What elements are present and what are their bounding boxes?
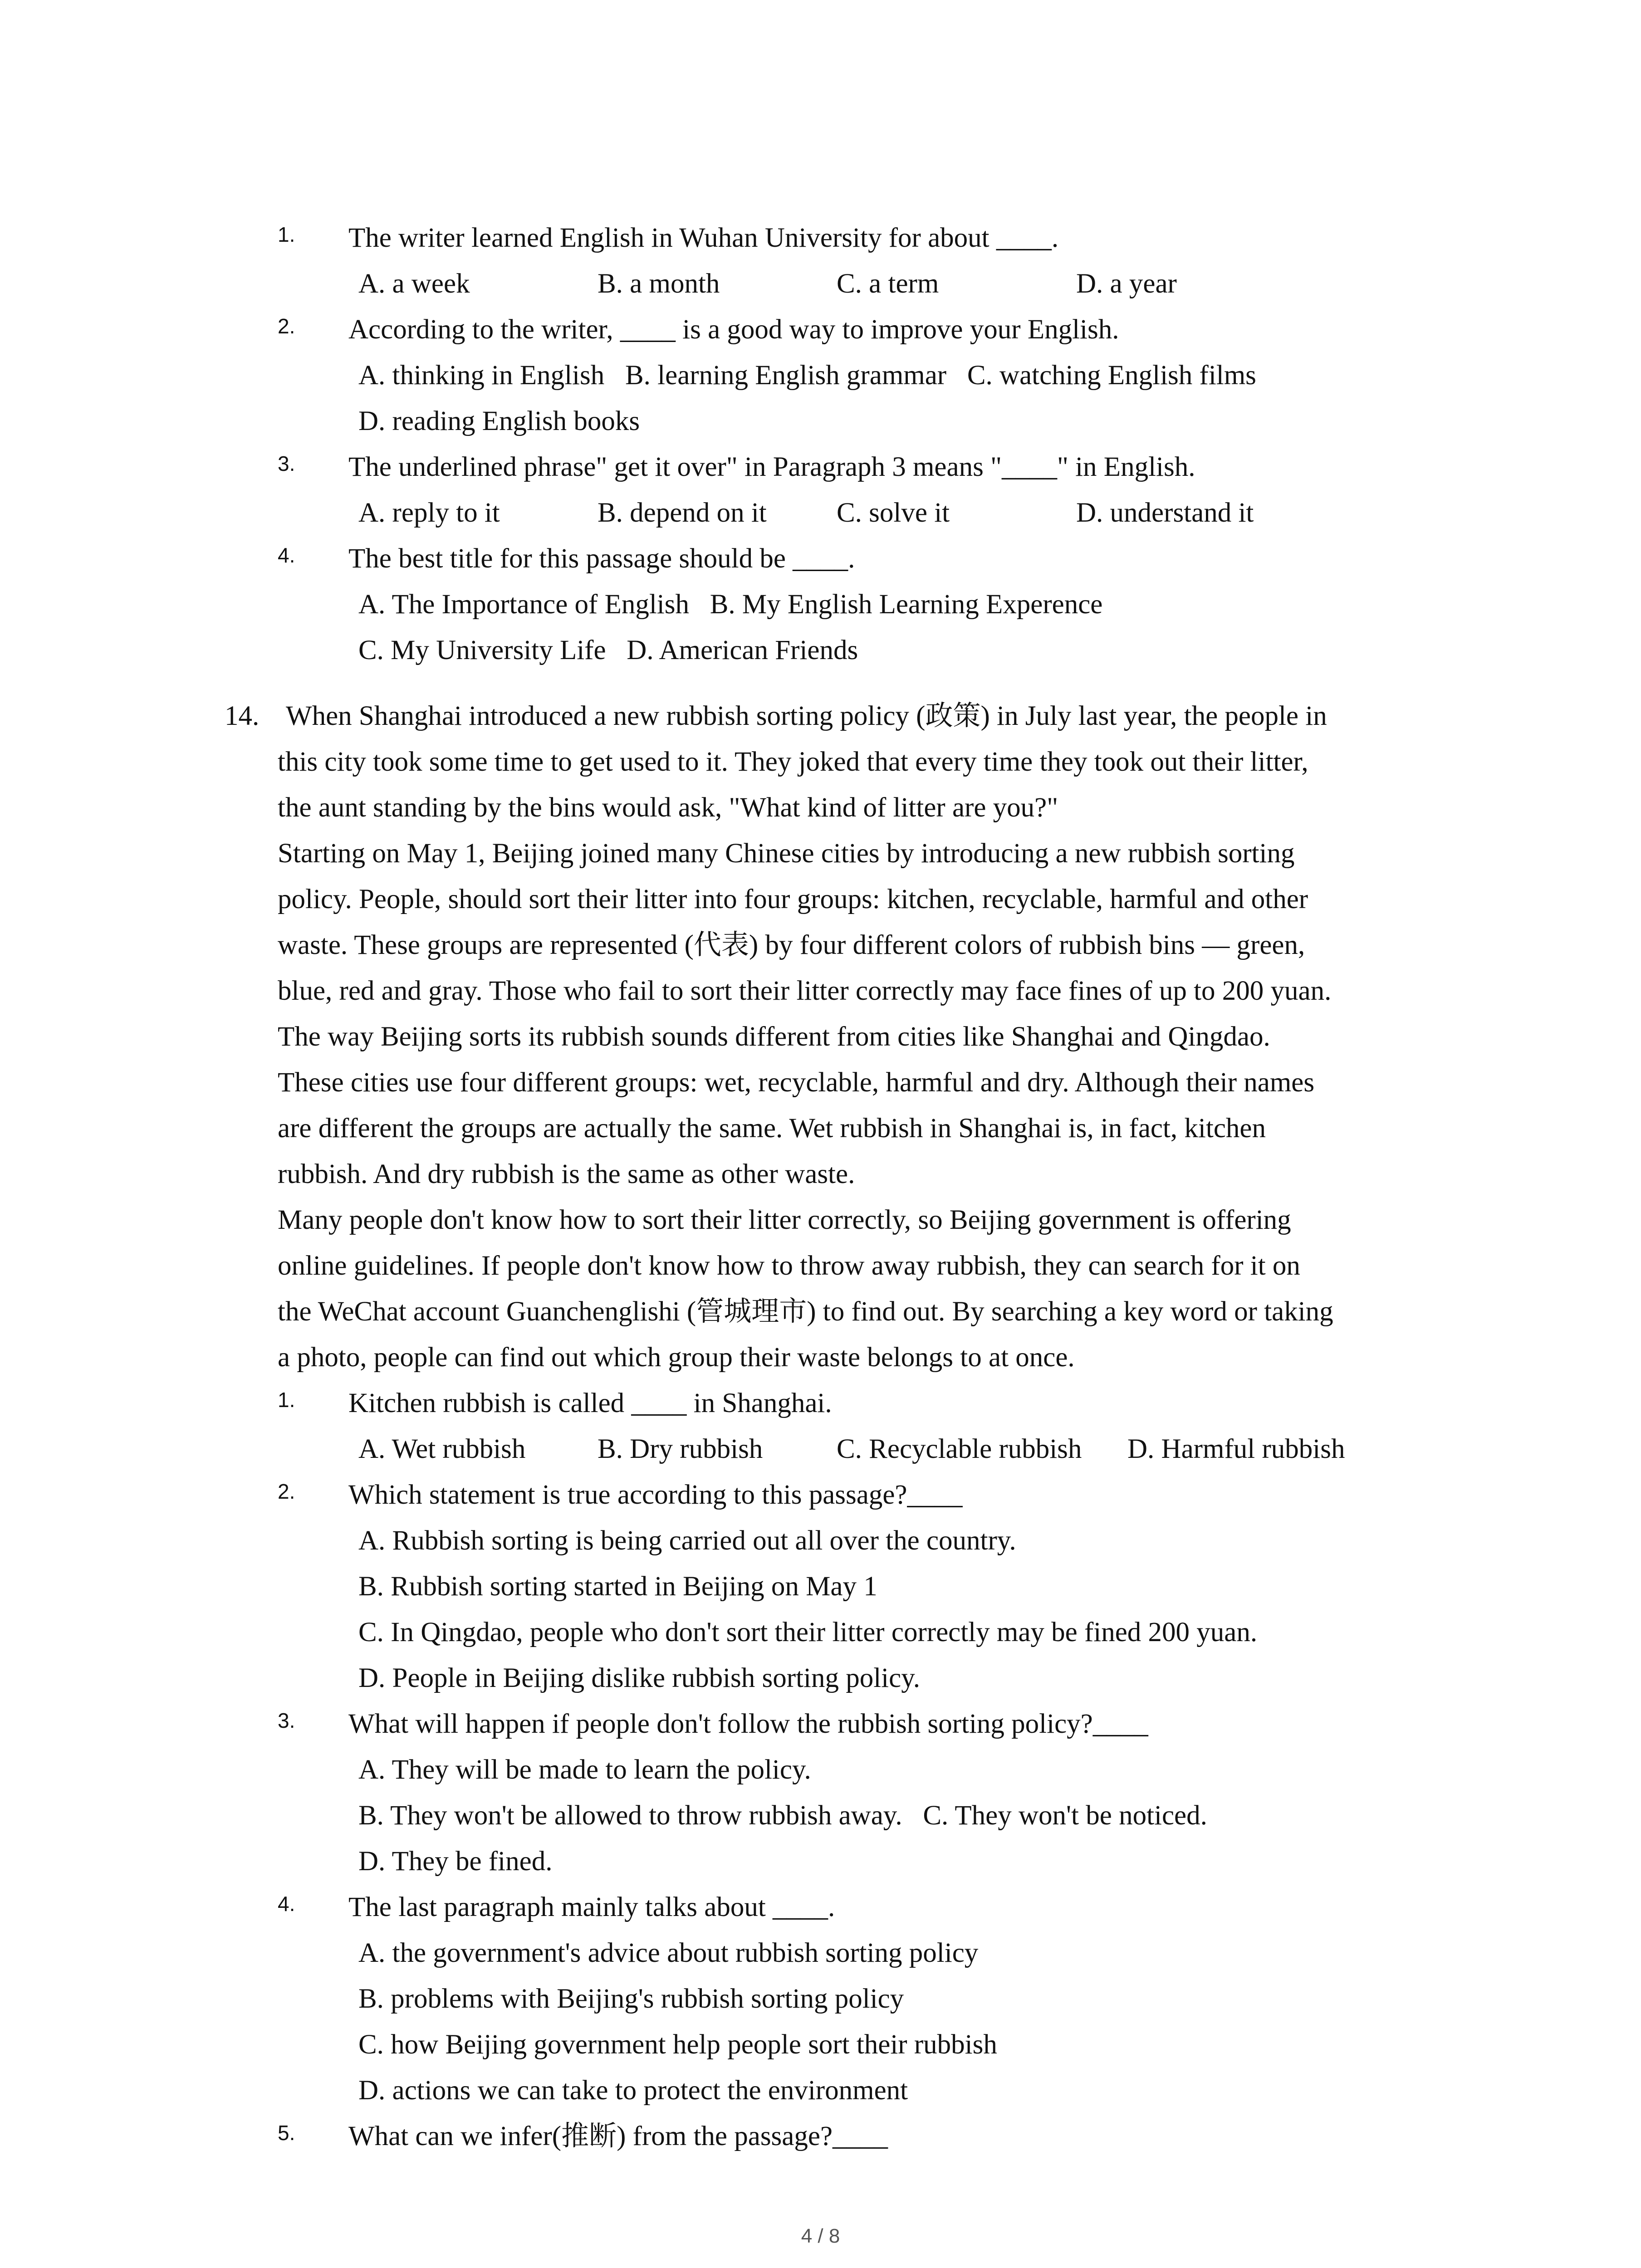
- passage-line: [0, 922, 1641, 968]
- passage-line: [0, 693, 1641, 739]
- question-1: [0, 215, 1641, 261]
- question-5: [0, 2113, 1641, 2159]
- option-text: A. They will be made to learn the policy.: [358, 1755, 811, 1785]
- option-b: B. depend on it: [598, 498, 767, 528]
- question-number: 1.: [278, 1388, 295, 1412]
- question-number: 4.: [278, 1892, 295, 1916]
- passage-line: [0, 1151, 1641, 1197]
- question-4: [0, 1884, 1641, 1930]
- option-a: [0, 1930, 1641, 1976]
- page-content: [0, 215, 1641, 2159]
- option-c: C. solve it: [837, 498, 950, 528]
- passage-text: waste. These groups are represented (代表) by four different colors of rubbish bins — green,: [278, 930, 1305, 960]
- question-4: [0, 536, 1641, 582]
- option-a: [0, 1747, 1641, 1793]
- question-text: Which statement is true according to this passage?____: [348, 1480, 963, 1510]
- passage-line: [0, 876, 1641, 922]
- question-number: 3.: [278, 1709, 295, 1732]
- options-line: A. thinking in English B. learning English grammar C. watching English films: [358, 360, 1256, 391]
- option-text: B. problems with Beijing's rubbish sorting policy: [358, 1984, 904, 2014]
- passage-text: The way Beijing sorts its rubbish sounds different from cities like Shanghai and Qingdao.: [278, 1022, 1270, 1052]
- question-number: 1.: [278, 223, 295, 246]
- option-text: A. the government's advice about rubbish sorting policy: [358, 1938, 979, 1968]
- question-number: 4.: [278, 543, 295, 567]
- option-b: [0, 1976, 1641, 2022]
- option-b: [0, 1564, 1641, 1609]
- question-text: The last paragraph mainly talks about ____.: [348, 1892, 835, 1922]
- question-text: What can we infer(推断) from the passage?____: [348, 2121, 888, 2151]
- options-line: D. reading English books: [358, 406, 640, 436]
- passage-line: [0, 1197, 1641, 1243]
- option-a: A. a week: [358, 269, 470, 299]
- passage-text: When Shanghai introduced a new rubbish sorting policy (政策) in July last year, the people in: [286, 701, 1327, 731]
- passage-text: Starting on May 1, Beijing joined many Chinese cities by introducing a new rubbish sorting: [278, 838, 1295, 869]
- passage-text: the aunt standing by the bins would ask, "What kind of litter are you?": [278, 792, 1058, 823]
- passage-text: policy. People, should sort their litter into four groups: kitchen, recyclable, harmful and other: [278, 884, 1308, 914]
- option-d: [0, 1838, 1641, 1884]
- passage-text: are different the groups are actually the same. Wet rubbish in Shanghai is, in fact, kitchen: [278, 1113, 1266, 1144]
- options-row: [0, 352, 1641, 398]
- passage-line: [0, 1243, 1641, 1289]
- question-text: What will happen if people don't follow the rubbish sorting policy?____: [348, 1709, 1148, 1739]
- option-b-c: [0, 1793, 1641, 1838]
- option-b: B. Dry rubbish: [598, 1434, 763, 1464]
- question-3: [0, 1701, 1641, 1747]
- item-number: 14.: [225, 701, 260, 731]
- passage-text: the WeChat account Guanchenglishi (管城理市) to find out. By searching a key word or taking: [278, 1296, 1333, 1327]
- question-text: The underlined phrase" get it over" in Paragraph 3 means "____" in English.: [348, 452, 1195, 482]
- options-row: [0, 582, 1641, 627]
- option-d: D. a year: [1076, 269, 1177, 299]
- options-row: [0, 261, 1641, 307]
- question-2: [0, 307, 1641, 352]
- passage-line: [0, 1014, 1641, 1060]
- option-text: C. how Beijing government help people sort their rubbish: [358, 2029, 997, 2060]
- option-d: [0, 2068, 1641, 2113]
- option-text: B. Rubbish sorting started in Beijing on May 1: [358, 1571, 877, 1602]
- option-d: D. Harmful rubbish: [1127, 1434, 1345, 1464]
- option-text: C. In Qingdao, people who don't sort their litter correctly may be fined 200 yuan.: [358, 1617, 1258, 1647]
- passage-text: rubbish. And dry rubbish is the same as other waste.: [278, 1159, 855, 1189]
- option-d: D. understand it: [1076, 498, 1254, 528]
- question-number: 3.: [278, 452, 295, 475]
- passage-line: [0, 1334, 1641, 1380]
- options-row: [0, 490, 1641, 536]
- option-c: [0, 2022, 1641, 2068]
- question-text: Kitchen rubbish is called ____ in Shanghai.: [348, 1388, 832, 1418]
- passage-text: online guidelines. If people don't know how to throw away rubbish, they can search for it on: [278, 1251, 1300, 1281]
- passage-line: [0, 785, 1641, 831]
- options-row: [0, 627, 1641, 673]
- passage-line: [0, 968, 1641, 1014]
- page-number: 4 / 8: [801, 2225, 840, 2247]
- options-line: A. The Importance of English B. My English Learning Experence: [358, 589, 1103, 620]
- spacer: [0, 673, 1641, 693]
- question-number: 2.: [278, 314, 295, 338]
- passage-text: Many people don't know how to sort their litter correctly, so Beijing government is offering: [278, 1205, 1291, 1235]
- option-c: [0, 1609, 1641, 1655]
- options-line: C. My University Life D. American Friends: [358, 635, 858, 665]
- option-a: A. Wet rubbish: [358, 1434, 526, 1464]
- option-text: B. They won't be allowed to throw rubbish away. C. They won't be noticed.: [358, 1800, 1207, 1831]
- passage-line: [0, 739, 1641, 785]
- passage-text: this city took some time to get used to it. They joked that every time they took out their litter,: [278, 747, 1308, 777]
- option-text: A. Rubbish sorting is being carried out all over the country.: [358, 1525, 1016, 1556]
- options-row: [0, 398, 1641, 444]
- passage-line: [0, 1105, 1641, 1151]
- question-2: [0, 1472, 1641, 1518]
- question-3: [0, 444, 1641, 490]
- passage-line: [0, 831, 1641, 876]
- options-row: [0, 1426, 1641, 1472]
- option-d: [0, 1655, 1641, 1701]
- passage-text: These cities use four different groups: wet, recyclable, harmful and dry. Although their names: [278, 1067, 1315, 1098]
- passage-line: [0, 1060, 1641, 1105]
- option-text: D. actions we can take to protect the environment: [358, 2075, 908, 2106]
- option-text: D. They be fined.: [358, 1846, 553, 1877]
- option-a: [0, 1518, 1641, 1564]
- question-text: According to the writer, ____ is a good way to improve your English.: [348, 314, 1119, 345]
- question-text: The best title for this passage should be ____.: [348, 543, 855, 574]
- question-text: The writer learned English in Wuhan University for about ____.: [348, 223, 1059, 253]
- question-1: [0, 1380, 1641, 1426]
- passage-line: [0, 1289, 1641, 1334]
- option-c: C. a term: [837, 269, 939, 299]
- option-c: C. Recyclable rubbish: [837, 1434, 1082, 1464]
- option-text: D. People in Beijing dislike rubbish sorting policy.: [358, 1663, 920, 1693]
- option-a: A. reply to it: [358, 498, 500, 528]
- question-number: 5.: [278, 2121, 295, 2145]
- option-b: B. a month: [598, 269, 720, 299]
- passage-text: blue, red and gray. Those who fail to sort their litter correctly may face fines of up to 200 yuan.: [278, 976, 1332, 1006]
- passage-text: a photo, people can find out which group their waste belongs to at once.: [278, 1342, 1075, 1373]
- question-number: 2.: [278, 1480, 295, 1503]
